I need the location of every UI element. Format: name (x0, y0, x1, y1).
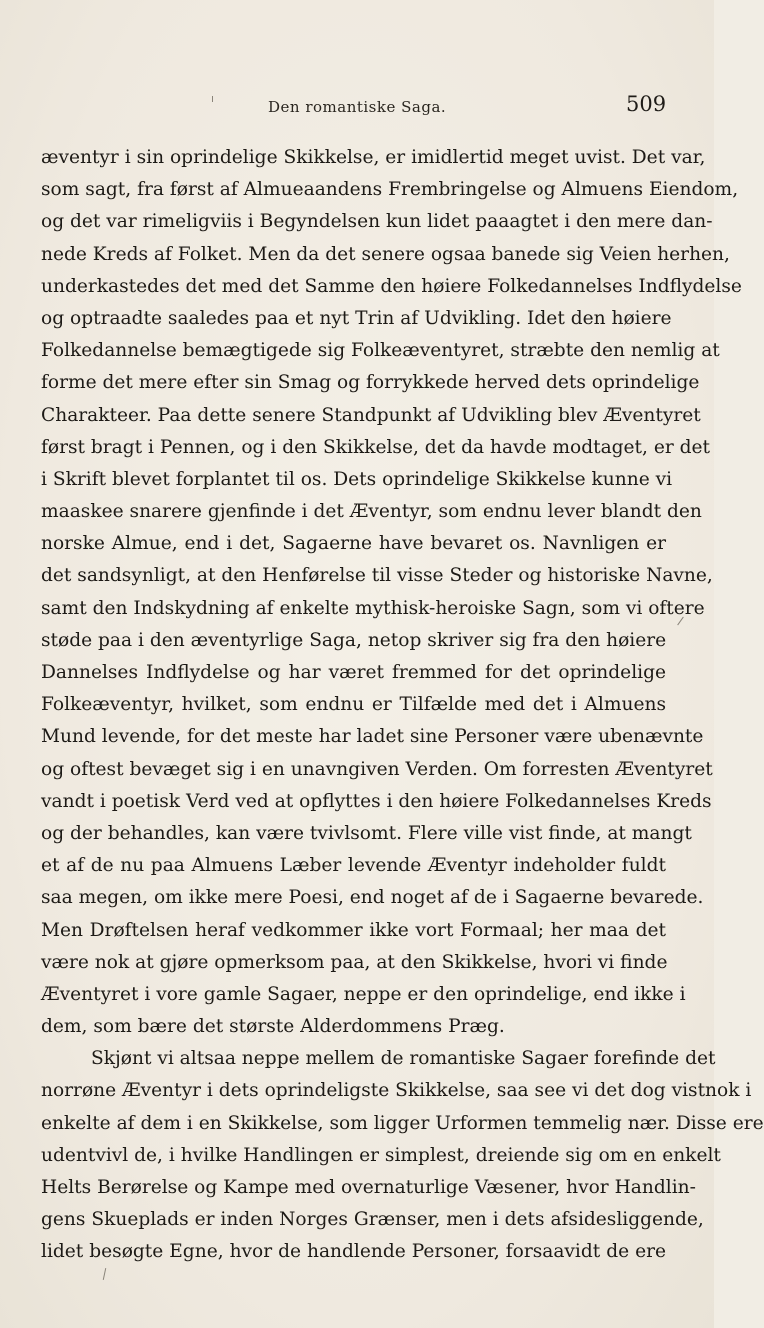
text-line: Charakteer. Paa dette senere Standpunkt af Udvikling blev Æventyret (41, 404, 701, 426)
body-text (41, 142, 764, 1269)
text-line: maaskee snarere gjenfinde i det Æventyr, som endnu lever blandt den (41, 501, 702, 523)
text-line: støde paa i den æventyrlige Saga, netop skriver sig fra den høiere (41, 629, 667, 651)
text-line: samt den Indskydning af enkelte mythisk-heroiske Sagn, som vi oftere (41, 597, 705, 619)
text-line: æventyr i sin oprindelige Skikkelse, er imidlertid meget uvist. Det var, (41, 147, 706, 168)
text-line: Dannelses Indflydelse og har været fremmed for det oprindelige (41, 662, 666, 683)
text-line: udentvivl de, i hvilke Handlingen er simplest, dreiende sig om en enkelt (41, 1144, 721, 1166)
page-number: 509 (626, 92, 667, 116)
running-head (0, 92, 714, 122)
text-line: Æventyret i vore gamle Sagaer, neppe er den oprindelige, end ikke i (41, 983, 686, 1005)
text-line: Skjønt vi altsaa neppe mellem de romantiske Sagaer forefinde det (91, 1048, 716, 1070)
text-line: først bragt i Pennen, og i den Skikkelse, det da havde modtaget, er det (41, 436, 711, 458)
text-line: som sagt, fra først af Almueaandens Frembringelse og Almuens Eiendom, (41, 179, 739, 201)
text-line: være nok at gjøre opmerksom paa, at den Skikkelse, hvori vi finde (41, 951, 668, 973)
text-line: norske Almue, end i det, Sagaerne have bevaret os. Navnligen er (41, 533, 666, 555)
text-line: lidet besøgte Egne, hvor de handlende Personer, forsaavidt de ere (41, 1241, 666, 1263)
text-line: Folkeæventyr, hvilket, som endnu er Tilfælde med det i Almuens (41, 694, 666, 716)
text-line: og oftest bevæget sig i en unavngiven Verden. Om forresten Æventyret (41, 758, 713, 780)
margin-mark (212, 96, 213, 102)
text-line: enkelte af dem i en Skikkelse, som ligger Urformen temmelig nær. Disse ere (41, 1112, 764, 1134)
text-line: saa megen, om ikke mere Poesi, end noget af de i Sagaerne bevarede. (41, 887, 704, 909)
text-line: det sandsynligt, at den Henførelse til visse Steder og historiske Navne, (41, 565, 713, 587)
text-line: dem, som bære det største Alderdommens Præg. (41, 1016, 505, 1038)
text-line: Helts Berørelse og Kampe med overnaturlige Væsener, hvor Handlin- (41, 1177, 696, 1198)
text-line: og der behandles, kan være tvivlsomt. Flere ville vist finde, at mangt (41, 822, 692, 844)
text-line: vandt i poetisk Verd ved at opflyttes i den høiere Folkedannelses Kreds (41, 790, 712, 812)
text-line: og det var rimeligviis i Begyndelsen kun lidet paaagtet i den mere dan- (41, 211, 713, 233)
text-line: og optraadte saaledes paa et nyt Trin af Udvikling. Idet den høiere (41, 307, 672, 329)
paragraph-1 (41, 142, 742, 1043)
text-line: forme det mere efter sin Smag og forrykkede herved dets oprindelige (41, 372, 700, 394)
paragraph-2 (41, 1043, 764, 1268)
text-line: i Skrift blevet forplantet til os. Dets oprindelige Skikkelse kunne vi (41, 468, 673, 490)
text-line: Mund levende, for det meste har ladet sine Personer være ubenævnte (41, 726, 704, 748)
text-line: et af de nu paa Almuens Læber levende Æventyr indeholder fuldt (41, 855, 666, 877)
text-line: Folkedannelse bemægtigede sig Folkeæventyret, stræbte den nemlig at (41, 340, 720, 362)
text-line: underkastedes det med det Samme den høiere Folkedannelses Indflydelse (41, 275, 742, 297)
margin-mark (103, 1268, 106, 1280)
text-line: Men Drøftelsen heraf vedkommer ikke vort Formaal; her maa det (41, 919, 666, 941)
text-line: nede Kreds af Folket. Men da det senere ogsaa banede sig Veien herhen, (41, 243, 730, 265)
text-line: gens Skueplads er inden Norges Grænser, men i dets afsidesliggende, (41, 1209, 704, 1231)
running-title: Den romantiske Saga. (268, 98, 447, 116)
text-line: norrøne Æventyr i dets oprindeligste Skikkelse, saa see vi det dog vistnok i (41, 1080, 752, 1102)
